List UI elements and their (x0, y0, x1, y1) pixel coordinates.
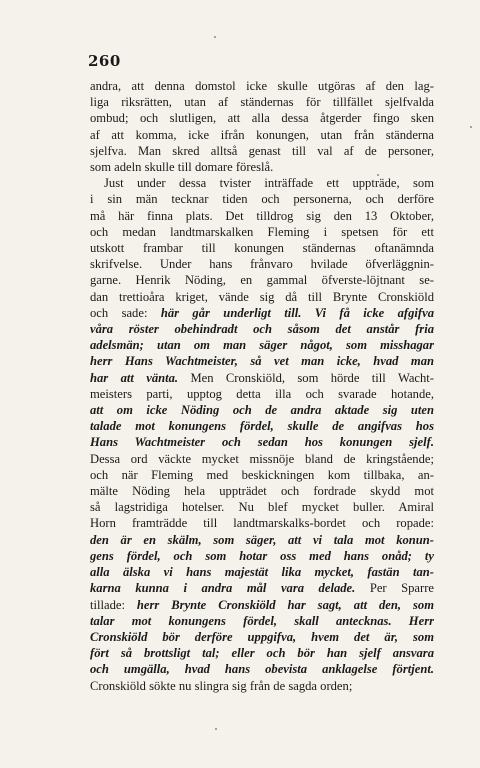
text-line (90, 580, 434, 596)
emphasized-text: gens fördel, och som hotar oss med hans onåd; ty (90, 548, 434, 563)
text-segment: tillade: (90, 597, 137, 612)
text-segment: utskott frambar till konungen ständernas oftanämnda (90, 241, 434, 256)
text-segment: andra, att denna domstol icke skulle utgöras af den lag- (90, 79, 434, 93)
text-line (90, 175, 434, 191)
text-line (90, 678, 434, 694)
text-line (90, 289, 434, 305)
text-segment: Men Cronskiöld, som hörde till Wacht- (178, 370, 434, 385)
text-line (90, 483, 434, 499)
text-line (90, 467, 434, 483)
text-line (90, 370, 434, 386)
text-line (90, 272, 434, 288)
emphasized-text: Cronskiöld bör derföre uppgifva, hvem det är, som (90, 629, 434, 644)
emphasized-text: här går underligt till. Vi få icke afgifva (160, 305, 434, 320)
text-line (90, 94, 434, 110)
emphasized-text: att om icke Nöding och de andra aktade sig uten (90, 403, 434, 418)
text-segment: skrifvelse. Under hans frånvaro hvilade öfverläggnin- (90, 257, 434, 272)
text-segment: Just under dessa tvister inträffade ett uppträde, som (104, 176, 434, 191)
text-line (90, 159, 434, 175)
text-segment: Per Sparre (355, 581, 434, 596)
emphasized-text: talar mot konungens fördel, skall antecknas. Herr (90, 613, 434, 628)
text-segment: i sin män tecknar tiden och personerna, och derföre (90, 192, 434, 207)
text-line (90, 224, 434, 240)
emphasized-text: och umgälla, hvad hans obevista anklagelse förtjent. (90, 662, 434, 677)
emphasized-text: har att vänta. (90, 370, 179, 385)
text-segment: och medan landtmarskalken Fleming i spetsen för ett (90, 224, 434, 239)
text-segment: meisters parti, upptog detta illa och svarade hotande, (90, 386, 434, 401)
text-line (90, 629, 434, 645)
text-line (90, 337, 434, 353)
text-segment: Dessa ord väckte mycket missnöje bland de kringstående; (90, 451, 434, 466)
text-line (90, 110, 434, 126)
text-line (90, 597, 434, 613)
text-segment: och när Fleming med beskickningen kom tillbaka, an- (90, 467, 434, 482)
emphasized-text: den är en skälm, som säger, att vi tala mot konun- (90, 532, 434, 547)
text-line (90, 434, 434, 450)
text-segment: Horn framträdde till landtmarskalks-bordet och ropade: (90, 516, 434, 531)
text-line (90, 305, 434, 321)
text-line (90, 564, 434, 580)
text-segment: så lagstridiga hotelser. Nu blef mycket buller. Amiral (90, 500, 434, 515)
text-line (90, 191, 434, 207)
text-segment: Cronskiöld sökte nu slingra sig från de sagda orden; (90, 678, 353, 693)
text-line (90, 402, 434, 418)
text-segment: af att komma, icke ifrån konungen, utan från ständerna (90, 127, 434, 142)
text-segment: ombud; och slutligen, att alla dessa åtgerder fingo sken (90, 111, 434, 126)
text-line (90, 208, 434, 224)
text-segment: liga riksrätten, utan af ständernas för tillfället sjelfvalda (90, 95, 434, 110)
text-line (90, 127, 434, 143)
text-line (90, 240, 434, 256)
text-line (90, 548, 434, 564)
text-line (90, 353, 434, 369)
text-segment: sjelfva. Man skred alltså genast till val af de personer, (90, 143, 434, 158)
page-number: 260 (88, 52, 121, 70)
text-line (90, 321, 434, 337)
text-line (90, 613, 434, 629)
emphasized-text: adelsmän; utan om man säger något, som misshagar (90, 338, 434, 353)
text-line (90, 532, 434, 548)
text-line (90, 143, 434, 159)
text-line (90, 418, 434, 434)
text-line (90, 515, 434, 531)
text-segment: som adeln skulle till domare föreslå. (90, 160, 274, 175)
emphasized-text: karna kunna i andra mål vara delade. (90, 581, 356, 596)
text-line (90, 386, 434, 402)
text-line (90, 451, 434, 467)
emphasized-text: våra röster obehindradt och såsom det anstår fria (90, 322, 434, 337)
paragraph (90, 78, 434, 175)
emphasized-text: herr Brynte Cronskiöld har sagt, att den, som (136, 597, 434, 612)
text-segment: dan trettioåra kriget, vände sig då till Brynte Cronskiöld (90, 289, 434, 304)
text-segment: må här finna plats. Det tilldrog sig den 13 Oktober, (90, 208, 434, 223)
text-segment: garne. Henrik Nöding, en gammal öfverste-löjtnant se- (90, 273, 434, 288)
text-line (90, 499, 434, 515)
paragraph (90, 175, 434, 694)
emphasized-text: alla älska vi hans majestät lika mycket, fastän tan- (90, 565, 434, 580)
text-line (90, 256, 434, 272)
emphasized-text: Hans Wachtmeister och sedan hos konungen sjelf. (90, 435, 434, 450)
text-line (90, 645, 434, 661)
text-line (90, 661, 434, 677)
text-segment: mälte Nöding hela uppträdet och fordrade skydd mot (90, 484, 434, 499)
emphasized-text: herr Hans Wachtmeister, så vet man icke, hvad man (90, 354, 434, 369)
text-line (90, 78, 434, 94)
body-text (90, 78, 434, 694)
emphasized-text: talade mot konungens fördel, skulle de angifvas hos (90, 419, 434, 434)
text-segment: och sade: (90, 305, 161, 320)
emphasized-text: fört så brottsligt tal; eller och bör han sjelf ansvara (90, 646, 434, 661)
